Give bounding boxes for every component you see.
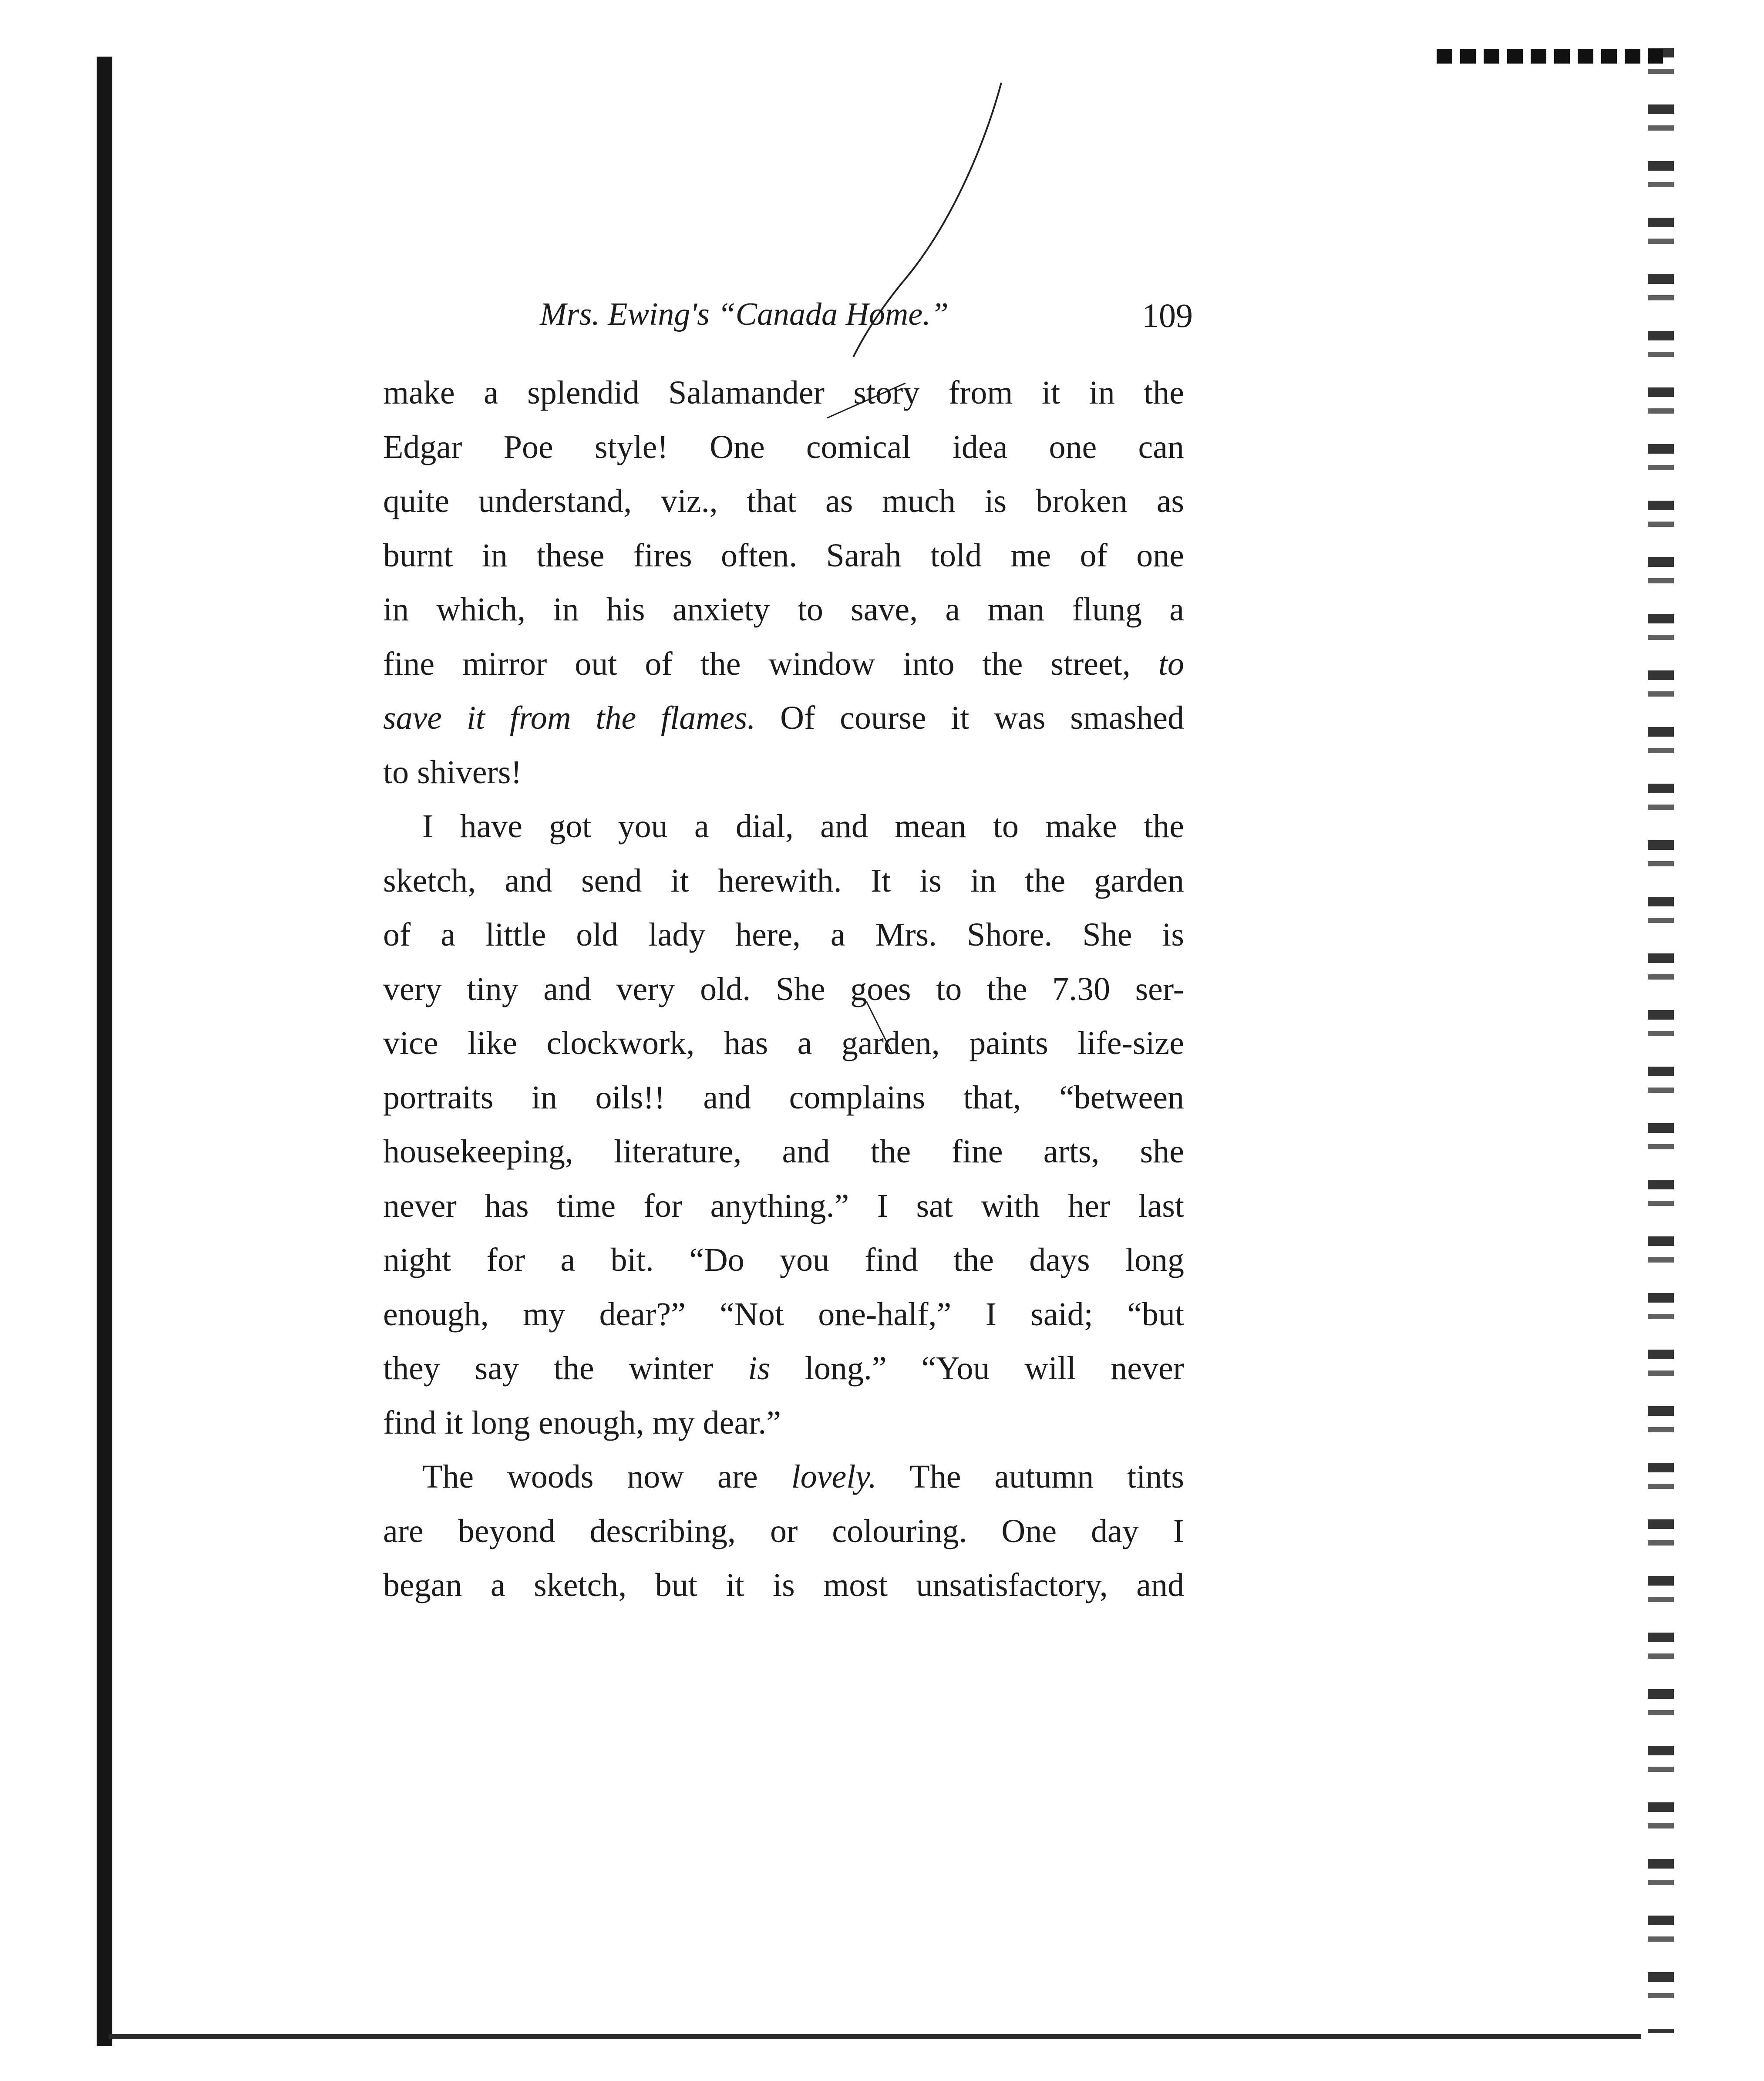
text-line [383, 691, 1184, 745]
text-line [383, 1233, 1184, 1287]
text-segment: burnt in these fires often. Sarah told me of one [383, 537, 1184, 574]
text-segment: of a little old lady here, a Mrs. Shore. She is [383, 916, 1184, 953]
text-line [383, 637, 1184, 691]
text-segment: Of course it was smashed [755, 700, 1184, 736]
text-line [383, 474, 1184, 529]
text-line [383, 1558, 1184, 1613]
text-line [383, 529, 1184, 583]
text-segment: Edgar Poe style! One comical idea one can [383, 428, 1184, 465]
text-segment: never has time for anything.” I sat with her last [383, 1187, 1184, 1224]
text-line [383, 962, 1184, 1017]
text-segment: enough, my dear?” “Not one-half,” I said; “but [383, 1296, 1184, 1333]
text-line [383, 1071, 1184, 1125]
text-line [383, 1396, 1184, 1450]
text-segment: portraits in oils!! and complains that, “between [383, 1079, 1184, 1116]
text-segment: began a sketch, but it is most unsatisfactory, and [383, 1567, 1184, 1603]
text-segment: are beyond describing, or colouring. One day I [383, 1512, 1184, 1549]
text-line [383, 1504, 1184, 1559]
text-line [383, 1179, 1184, 1233]
text-line [383, 799, 1184, 854]
text-segment: very tiny and very old. She goes to the 7.30 ser- [383, 970, 1184, 1007]
text-line [383, 854, 1184, 908]
text-line [383, 1341, 1184, 1396]
text-segment: sketch, and send it herewith. It is in the garden [383, 862, 1184, 899]
italic-text: to [1158, 645, 1184, 682]
text-line [383, 583, 1184, 637]
text-segment: night for a bit. “Do you find the days long [383, 1242, 1184, 1278]
text-segment: long.” “You will never [770, 1350, 1184, 1387]
text-line [383, 1125, 1184, 1179]
text-line [383, 745, 1184, 800]
italic-text: save it from the flames. [383, 700, 756, 736]
italic-text: is [748, 1350, 770, 1387]
text-segment: I have got you a dial, and mean to make the [422, 808, 1184, 845]
body-text [383, 366, 1184, 1613]
text-segment: in which, in his anxiety to save, a man flung a [383, 591, 1184, 628]
text-segment: The woods now are [422, 1458, 791, 1495]
page-number: 109 [1142, 296, 1193, 334]
text-line [383, 366, 1184, 420]
text-segment: find it long enough, my dear.” [383, 1404, 781, 1441]
text-segment: they say the winter [383, 1350, 748, 1387]
text-segment: make a splendid Salamander story from it in the [383, 374, 1184, 411]
text-line [383, 908, 1184, 962]
text-segment: to shivers! [383, 754, 522, 791]
text-line [383, 1016, 1184, 1071]
text-line [383, 1287, 1184, 1342]
text-segment: The autumn tints [876, 1458, 1185, 1495]
running-head: Mrs. Ewing's “Canada Home.” [540, 296, 949, 332]
text-segment: quite understand, viz., that as much is broken as [383, 483, 1184, 519]
text-segment: vice like clockwork, has a garden, paints life-size [383, 1025, 1184, 1061]
page-header [540, 296, 1193, 348]
italic-text: lovely. [791, 1458, 877, 1495]
text-line [383, 420, 1184, 475]
text-segment: housekeeping, literature, and the fine arts, she [383, 1133, 1184, 1170]
text-line [383, 1450, 1184, 1504]
text-segment: fine mirror out of the window into the street, [383, 645, 1158, 682]
